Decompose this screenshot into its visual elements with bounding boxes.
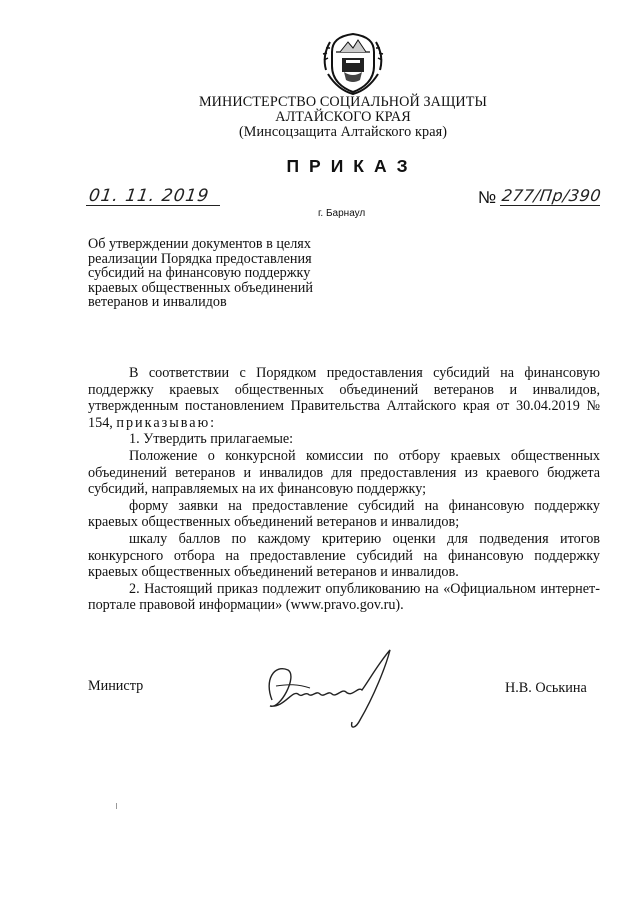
order-word: приказываю: (116, 414, 217, 431)
subject-line: реализации Порядка предоставления (88, 250, 312, 267)
document-title: ПРИКАЗ (286, 156, 418, 176)
subject-line: субсидий на финансовую поддержку (88, 265, 311, 282)
signer-role: Министр (88, 678, 144, 694)
item-2: 2. Настоящий приказ подлежит опубликованию на «Официальном интернет-портале правовой информации» (www.pravo.gov.ru). (88, 580, 600, 614)
intro-paragraph (88, 365, 600, 431)
ministry-header (190, 95, 496, 140)
order-date: 01. 11. 2019 (87, 186, 211, 206)
order-number: 277/Пр/390 (500, 186, 603, 205)
page-mark (116, 803, 117, 809)
item-1b: форму заявки на предоставление субсидий на финансовую поддержку краевых общественных объединений ветеранов и инвалидов; (88, 497, 600, 531)
city-label: г. Барнаул (318, 208, 366, 219)
subject-line: ветеранов и инвалидов (88, 294, 227, 311)
number-label: № (478, 188, 497, 207)
date-underline (86, 205, 220, 206)
subject-line: краевых общественных объединений (88, 279, 313, 296)
item-1c: шкалу баллов по каждому критерию оценки для подведения итогов конкурсного отбора на предоставление субсидий на финансовую поддержку краевых общественных объединений ветеранов и инвалидов. (88, 530, 600, 581)
item-1: 1. Утвердить прилагаемые: (129, 431, 294, 448)
order-body (88, 365, 600, 614)
number-underline (500, 205, 600, 206)
intro-text: В соответствии с Порядком предоставления субсидий на финансовую поддержку краевых общественных объединений ветеранов и инвалидов, утвержденным постановлением Правительства Алтайского края от 30.04.2019 № 154, (88, 365, 600, 431)
handwritten-signature (258, 640, 408, 735)
ministry-name-line2: АЛТАЙСКОГО КРАЯ (275, 109, 411, 125)
signer-name: Н.В. Оськина (505, 680, 587, 696)
ministry-name-line1: МИНИСТЕРСТВО СОЦИАЛЬНОЙ ЗАЩИТЫ (198, 94, 488, 110)
ministry-short-name: (Минсоцзащита Алтайского края) (238, 124, 448, 140)
item-1a: Положение о конкурсной комиссии по отбору краевых общественных объединений ветеранов и инвалидов для предоставления из краевого бюджета субсидий, направляемых на их финансовую поддержку; (88, 447, 600, 498)
subject-line: Об утверждении документов в целях (88, 236, 311, 252)
order-subject (88, 237, 350, 310)
coat-of-arms-emblem (318, 30, 388, 96)
